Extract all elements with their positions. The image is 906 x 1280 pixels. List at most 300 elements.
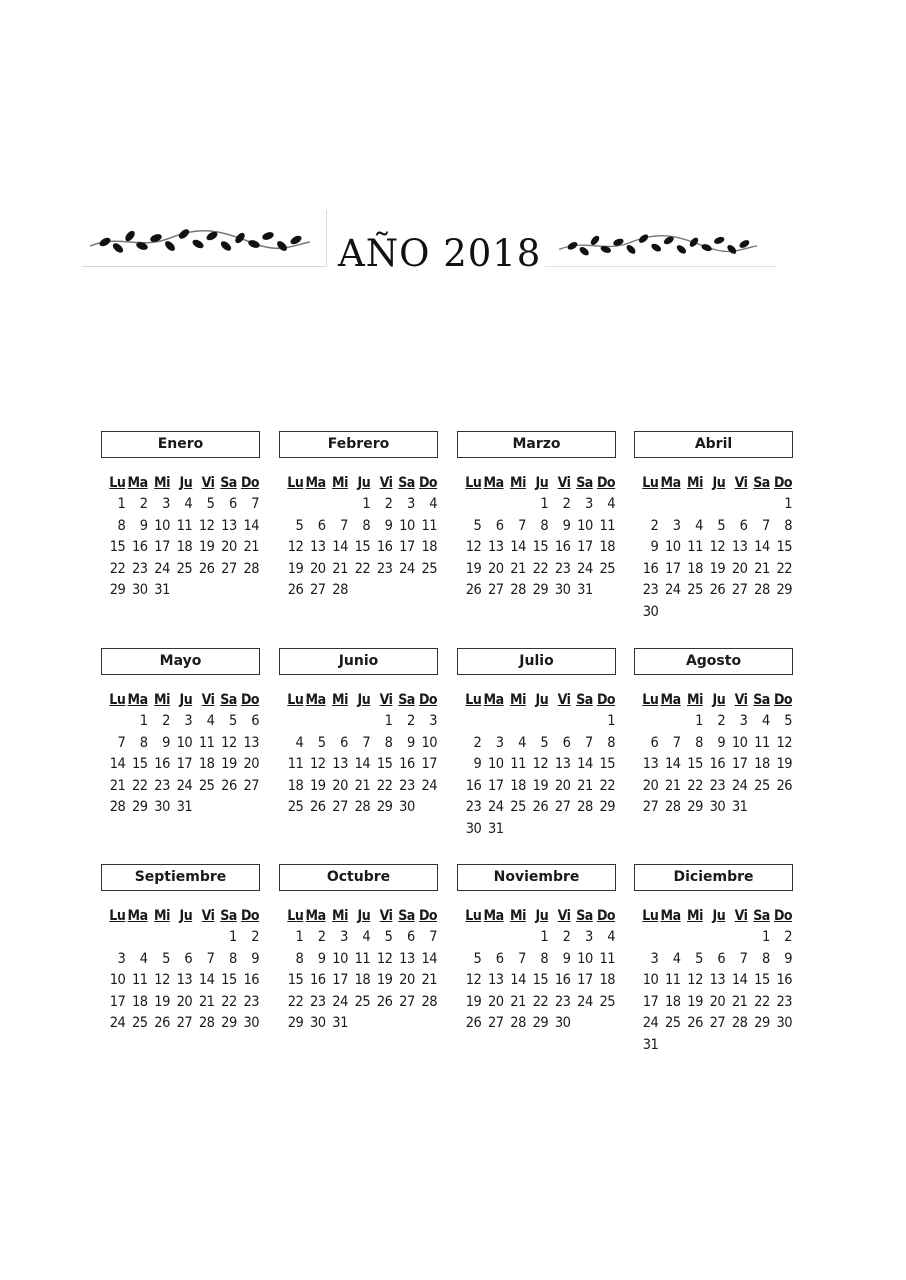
- day-cell: 21: [731, 993, 748, 1010]
- day-cell: 3: [184, 713, 193, 729]
- day-cell: 4: [607, 929, 616, 945]
- day-cell: 22: [532, 993, 549, 1010]
- weekday-header: Ma: [483, 475, 504, 491]
- day-cell: 14: [577, 756, 593, 773]
- day-cell: 10: [399, 517, 415, 534]
- day-cell: 23: [465, 799, 482, 816]
- day-cell: 12: [376, 950, 393, 967]
- empty-cell: [172, 927, 194, 949]
- empty-cell: [749, 494, 771, 516]
- day-cell: 15: [532, 972, 549, 989]
- day-cell: 20: [243, 756, 260, 773]
- day-cell: 14: [332, 539, 348, 556]
- day-cell: 22: [131, 777, 148, 794]
- day-cell: 8: [139, 734, 148, 751]
- day-cell: 27: [332, 799, 348, 816]
- day-cell: 17: [399, 539, 415, 556]
- day-cell: 21: [664, 777, 681, 794]
- day-cell: 5: [695, 950, 703, 967]
- day-cell: 12: [198, 517, 215, 534]
- day-cell: 4: [184, 496, 193, 512]
- day-cell: 6: [317, 517, 326, 534]
- month-octubre: [279, 864, 439, 1035]
- empty-cell: [572, 711, 594, 733]
- day-cell: 27: [243, 777, 260, 794]
- day-cell: 31: [731, 799, 748, 816]
- day-cell: 10: [487, 756, 504, 773]
- day-cell: 24: [487, 799, 504, 816]
- day-cell: 25: [664, 1015, 681, 1032]
- day-cell: 9: [162, 734, 170, 751]
- day-cell: 4: [761, 713, 770, 729]
- day-cell: 6: [495, 517, 504, 534]
- vine-ornament-left: [82, 210, 327, 267]
- weekday-header: Ju: [535, 908, 549, 924]
- weekday-header: Mi: [332, 908, 348, 924]
- day-cell: 1: [228, 929, 237, 945]
- day-cell: 2: [473, 734, 482, 751]
- weekday-header: Ju: [712, 908, 726, 924]
- day-cell: 13: [487, 972, 504, 989]
- day-cell: 17: [176, 756, 193, 773]
- weekday-header: Mi: [154, 692, 170, 708]
- day-cell: 11: [176, 517, 193, 534]
- day-cell: 15: [109, 539, 126, 556]
- day-cell: 10: [421, 734, 438, 751]
- day-cell: 18: [664, 993, 681, 1010]
- day-cell: 22: [754, 993, 770, 1010]
- weekday-header: Lu: [465, 475, 482, 491]
- day-cell: 9: [473, 756, 482, 773]
- day-cell: 3: [672, 517, 681, 534]
- day-cell: 1: [607, 713, 616, 729]
- day-cell: 12: [532, 756, 549, 773]
- weekday-header: Sa: [576, 908, 593, 924]
- day-cell: 24: [642, 1015, 659, 1032]
- month-title: Enero: [101, 431, 260, 458]
- day-cell: 15: [354, 539, 371, 556]
- day-cell: 8: [117, 517, 126, 534]
- day-cell: 7: [251, 496, 260, 512]
- day-cell: 15: [131, 756, 148, 773]
- empty-cell: [283, 711, 305, 733]
- day-cell: 31: [176, 799, 193, 816]
- day-cell: 25: [131, 1015, 148, 1032]
- empty-cell: [483, 711, 505, 733]
- day-cell: 20: [642, 777, 659, 794]
- weekday-header: Sa: [753, 692, 770, 708]
- day-cell: 24: [154, 560, 170, 577]
- day-cell: 28: [510, 582, 526, 599]
- day-cell: 9: [384, 517, 393, 534]
- day-cell: 14: [421, 950, 438, 967]
- day-cell: 11: [687, 539, 703, 556]
- weekday-header: Do: [418, 692, 438, 708]
- day-cell: 17: [731, 756, 748, 773]
- day-cell: 25: [421, 560, 438, 577]
- weekday-header: Ma: [127, 475, 148, 491]
- day-cell: 27: [487, 582, 504, 599]
- empty-cell: [638, 494, 660, 516]
- day-cell: 17: [154, 539, 170, 556]
- day-cell: 20: [399, 972, 415, 989]
- day-cell: 8: [540, 950, 549, 967]
- weekday-header: Do: [240, 692, 260, 708]
- day-cell: 9: [562, 950, 571, 967]
- day-cell: 29: [776, 582, 793, 599]
- day-cell: 30: [554, 582, 571, 599]
- day-cell: 1: [362, 496, 371, 512]
- day-cell: 21: [198, 993, 215, 1010]
- empty-cell: [150, 927, 172, 949]
- empty-cell: [105, 711, 127, 733]
- weekday-header: Mi: [510, 475, 526, 491]
- empty-cell: [483, 494, 505, 516]
- day-cell: 19: [465, 993, 482, 1010]
- weekday-header: Ma: [305, 475, 326, 491]
- day-cell: 25: [754, 777, 770, 794]
- day-cell: 30: [465, 820, 482, 837]
- day-grid: [461, 472, 617, 602]
- weekday-header: Lu: [109, 908, 126, 924]
- empty-cell: [127, 927, 149, 949]
- weekday-header: Ju: [535, 475, 549, 491]
- day-cell: 21: [510, 993, 526, 1010]
- day-cell: 16: [243, 972, 260, 989]
- day-cell: 4: [139, 950, 148, 967]
- day-cell: 25: [599, 993, 616, 1010]
- day-cell: 24: [664, 582, 681, 599]
- day-cell: 2: [650, 517, 659, 534]
- empty-cell: [506, 711, 528, 733]
- day-cell: 18: [510, 777, 526, 794]
- day-cell: 26: [287, 582, 304, 599]
- day-cell: 13: [176, 972, 193, 989]
- day-cell: 17: [332, 972, 348, 989]
- month-title: Octubre: [279, 864, 438, 891]
- day-cell: 5: [228, 713, 237, 729]
- day-cell: 26: [198, 560, 215, 577]
- weekday-header: Do: [418, 908, 438, 924]
- day-cell: 30: [709, 799, 726, 816]
- month-title: Junio: [279, 648, 438, 675]
- day-cell: 4: [518, 734, 526, 751]
- weekday-header: Vi: [379, 692, 393, 708]
- weekday-header: Ma: [660, 908, 681, 924]
- weekday-header: Ma: [660, 692, 681, 708]
- day-cell: 12: [221, 734, 237, 751]
- weekday-header: Sa: [398, 692, 415, 708]
- weekday-header: Mi: [687, 692, 703, 708]
- day-cell: 10: [109, 972, 126, 989]
- day-cell: 30: [154, 799, 170, 816]
- day-cell: 31: [487, 820, 504, 837]
- weekday-header: Lu: [642, 692, 659, 708]
- empty-cell: [638, 927, 660, 949]
- day-cell: 3: [406, 496, 415, 512]
- weekday-header: Sa: [753, 475, 770, 491]
- day-cell: 5: [384, 929, 393, 945]
- day-cell: 16: [376, 539, 393, 556]
- day-cell: 28: [731, 1015, 748, 1032]
- day-cell: 18: [599, 972, 616, 989]
- day-cell: 24: [421, 777, 438, 794]
- day-cell: 30: [776, 1015, 793, 1032]
- day-cell: 19: [198, 539, 215, 556]
- day-cell: 25: [510, 799, 526, 816]
- day-cell: 29: [532, 582, 549, 599]
- day-cell: 16: [642, 560, 659, 577]
- day-cell: 17: [664, 560, 681, 577]
- day-cell: 5: [717, 517, 726, 534]
- weekday-header: Vi: [734, 475, 748, 491]
- day-cell: 20: [554, 777, 571, 794]
- day-cell: 1: [784, 496, 793, 512]
- day-cell: 29: [687, 799, 703, 816]
- day-cell: 14: [510, 972, 526, 989]
- day-cell: 6: [406, 929, 415, 945]
- empty-cell: [461, 927, 483, 949]
- day-cell: 19: [776, 756, 793, 773]
- day-cell: 23: [309, 993, 326, 1010]
- day-cell: 8: [228, 950, 237, 967]
- day-cell: 13: [709, 972, 726, 989]
- day-cell: 18: [287, 777, 304, 794]
- day-cell: 26: [221, 777, 237, 794]
- weekday-header: Ma: [483, 908, 504, 924]
- vine-icon: [553, 226, 763, 262]
- day-cell: 9: [784, 950, 793, 967]
- day-cell: 11: [599, 950, 616, 967]
- day-cell: 28: [243, 560, 260, 577]
- day-cell: 15: [376, 756, 393, 773]
- day-cell: 13: [554, 756, 571, 773]
- day-cell: 16: [309, 972, 326, 989]
- day-cell: 28: [577, 799, 593, 816]
- day-cell: 21: [421, 972, 438, 989]
- day-cell: 14: [198, 972, 215, 989]
- day-cell: 28: [354, 799, 371, 816]
- day-cell: 1: [761, 929, 770, 945]
- weekday-header: Mi: [687, 908, 703, 924]
- weekday-header: Lu: [287, 692, 304, 708]
- day-cell: 8: [540, 517, 549, 534]
- day-cell: 16: [776, 972, 793, 989]
- day-cell: 23: [399, 777, 415, 794]
- day-cell: 23: [243, 993, 260, 1010]
- day-cell: 12: [687, 972, 703, 989]
- day-cell: 16: [554, 972, 571, 989]
- day-cell: 10: [154, 517, 170, 534]
- day-cell: 28: [332, 582, 348, 599]
- month-title: Febrero: [279, 431, 438, 458]
- weekday-header: Mi: [332, 475, 348, 491]
- weekday-header: Lu: [642, 475, 659, 491]
- day-cell: 1: [295, 929, 304, 945]
- empty-cell: [727, 494, 749, 516]
- day-cell: 21: [354, 777, 371, 794]
- weekday-header: Ju: [357, 692, 371, 708]
- day-cell: 13: [731, 539, 748, 556]
- day-cell: 6: [228, 496, 237, 512]
- day-cell: 11: [198, 734, 215, 751]
- month-abril: [634, 431, 794, 624]
- day-cell: 17: [421, 756, 438, 773]
- day-cell: 12: [776, 734, 793, 751]
- day-cell: 4: [206, 713, 215, 729]
- day-cell: 18: [354, 972, 371, 989]
- day-cell: 4: [429, 496, 438, 512]
- empty-cell: [305, 711, 327, 733]
- day-cell: 20: [332, 777, 348, 794]
- day-cell: 15: [599, 756, 616, 773]
- day-cell: 27: [731, 582, 748, 599]
- day-cell: 29: [532, 1015, 549, 1032]
- day-cell: 29: [287, 1015, 304, 1032]
- day-cell: 7: [584, 734, 593, 751]
- day-cell: 11: [664, 972, 681, 989]
- day-cell: 30: [309, 1015, 326, 1032]
- day-cell: 20: [709, 993, 726, 1010]
- day-cell: 16: [465, 777, 482, 794]
- day-cell: 20: [487, 993, 504, 1010]
- day-cell: 23: [642, 582, 659, 599]
- day-cell: 15: [754, 972, 770, 989]
- day-grid: [283, 472, 439, 602]
- day-cell: 9: [650, 539, 659, 556]
- weekday-header: Ju: [179, 908, 193, 924]
- day-cell: 8: [784, 517, 793, 534]
- day-cell: 3: [495, 734, 504, 751]
- day-cell: 7: [206, 950, 215, 967]
- day-cell: 8: [384, 734, 393, 751]
- day-cell: 4: [607, 496, 616, 512]
- day-cell: 14: [243, 517, 260, 534]
- day-cell: 2: [717, 713, 726, 729]
- weekday-header: Lu: [287, 475, 304, 491]
- day-cell: 14: [354, 756, 371, 773]
- day-cell: 16: [709, 756, 726, 773]
- weekday-header: Do: [240, 908, 260, 924]
- day-grid: [461, 689, 617, 841]
- weekday-header: Vi: [201, 475, 215, 491]
- day-cell: 21: [332, 560, 348, 577]
- day-cell: 27: [709, 1015, 726, 1032]
- weekday-header: Mi: [510, 908, 526, 924]
- day-cell: 2: [406, 713, 415, 729]
- day-cell: 21: [754, 560, 770, 577]
- empty-cell: [461, 494, 483, 516]
- day-cell: 27: [399, 993, 415, 1010]
- month-mayo: [101, 648, 261, 819]
- empty-cell: [660, 927, 682, 949]
- day-cell: 14: [109, 756, 126, 773]
- day-cell: 14: [664, 756, 681, 773]
- day-cell: 11: [287, 756, 304, 773]
- empty-cell: [328, 711, 350, 733]
- day-cell: 28: [754, 582, 770, 599]
- day-cell: 5: [473, 517, 482, 534]
- day-cell: 19: [309, 777, 326, 794]
- day-cell: 23: [154, 777, 170, 794]
- weekday-header: Do: [596, 692, 616, 708]
- day-cell: 28: [109, 799, 126, 816]
- day-cell: 12: [309, 756, 326, 773]
- day-cell: 13: [243, 734, 260, 751]
- day-grid: [105, 689, 261, 819]
- day-cell: 8: [761, 950, 770, 967]
- weekday-header: Lu: [109, 475, 126, 491]
- day-cell: 24: [577, 560, 593, 577]
- weekday-header: Ma: [660, 475, 681, 491]
- weekday-header: Sa: [220, 475, 237, 491]
- day-cell: 17: [109, 993, 126, 1010]
- day-cell: 25: [198, 777, 215, 794]
- day-cell: 8: [695, 734, 703, 751]
- day-cell: 15: [221, 972, 237, 989]
- day-cell: 11: [354, 950, 371, 967]
- empty-cell: [683, 927, 705, 949]
- day-cell: 27: [487, 1015, 504, 1032]
- weekday-header: Mi: [332, 692, 348, 708]
- day-cell: 19: [465, 560, 482, 577]
- day-cell: 24: [399, 560, 415, 577]
- day-cell: 7: [739, 950, 748, 967]
- page-title: AÑO 2018: [338, 232, 542, 275]
- day-cell: 12: [154, 972, 170, 989]
- day-cell: 10: [332, 950, 348, 967]
- day-cell: 7: [429, 929, 438, 945]
- day-cell: 1: [384, 713, 393, 729]
- day-cell: 11: [599, 517, 616, 534]
- weekday-header: Lu: [465, 692, 482, 708]
- empty-cell: [660, 711, 682, 733]
- day-cell: 20: [176, 993, 193, 1010]
- day-cell: 2: [317, 929, 326, 945]
- weekday-header: Sa: [753, 908, 770, 924]
- weekday-header: Do: [773, 908, 793, 924]
- day-cell: 22: [376, 777, 393, 794]
- day-cell: 22: [287, 993, 304, 1010]
- day-cell: 14: [731, 972, 748, 989]
- day-cell: 8: [362, 517, 371, 534]
- empty-cell: [683, 494, 705, 516]
- month-title: Agosto: [634, 648, 793, 675]
- empty-cell: [194, 927, 216, 949]
- weekday-header: Ju: [712, 692, 726, 708]
- day-cell: 9: [406, 734, 415, 751]
- day-cell: 6: [717, 950, 726, 967]
- day-cell: 28: [198, 1015, 215, 1032]
- day-cell: 10: [577, 950, 593, 967]
- day-cell: 27: [176, 1015, 193, 1032]
- day-cell: 29: [599, 799, 616, 816]
- day-cell: 14: [510, 539, 526, 556]
- weekday-header: Do: [596, 908, 616, 924]
- month-enero: [101, 431, 261, 602]
- day-cell: 30: [642, 603, 659, 620]
- empty-cell: [506, 494, 528, 516]
- day-cell: 28: [664, 799, 681, 816]
- day-cell: 3: [584, 496, 593, 512]
- day-cell: 16: [399, 756, 415, 773]
- weekday-header: Mi: [687, 475, 703, 491]
- day-cell: 15: [776, 539, 793, 556]
- day-cell: 13: [309, 539, 326, 556]
- empty-cell: [528, 711, 550, 733]
- empty-cell: [105, 927, 127, 949]
- day-cell: 18: [198, 756, 215, 773]
